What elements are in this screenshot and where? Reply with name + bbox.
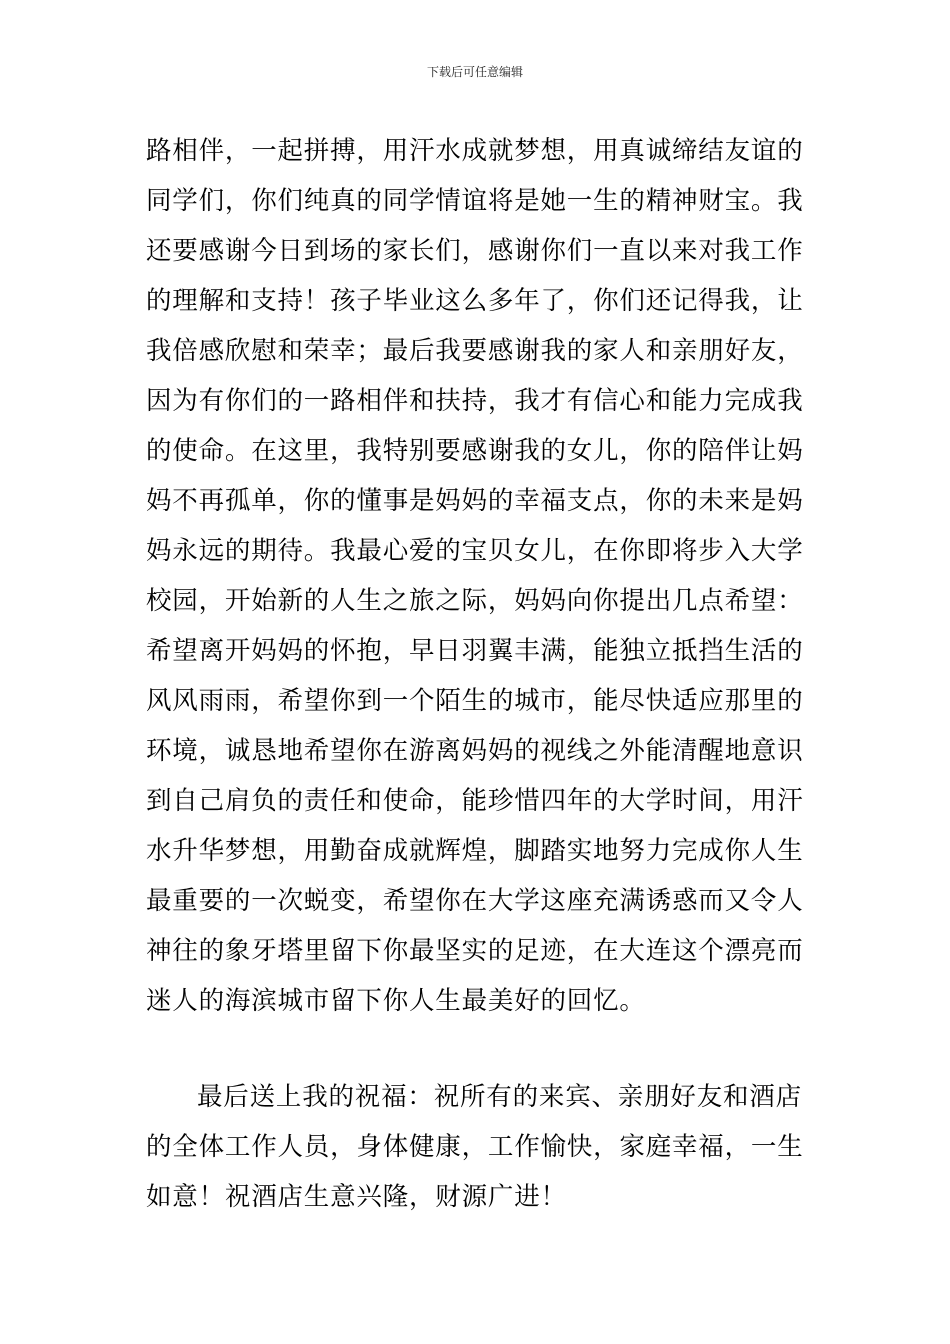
text-line: 到自己肩负的责任和使命，能珍惜四年的大学时间，用汗 [146, 786, 804, 816]
text-line: 水升华梦想，用勤奋成就辉煌，脚踏实地努力完成你人生 [146, 836, 804, 866]
paragraph-1 [146, 126, 806, 1026]
text-line: 环境，诚恳地希望你在游离妈妈的视线之外能清醒地意识 [146, 736, 804, 766]
text-line: 的全体工作人员，身体健康，工作愉快，家庭幸福，一生 [146, 1132, 804, 1162]
text-line: 最重要的一次蜕变，希望你在大学这座充满诱惑而又令人 [146, 886, 804, 916]
text-line: 迷人的海滨城市留下你人生最美好的回忆。 [146, 986, 646, 1016]
text-line: 路相伴，一起拼搏，用汗水成就梦想，用真诚缔结友谊的 [146, 136, 804, 166]
page-header: 下载后可任意编辑 [426, 65, 523, 79]
text-line: 同学们，你们纯真的同学情谊将是她一生的精神财宝。我 [146, 186, 804, 216]
text-line: 的使命。在这里，我特别要感谢我的女儿，你的陪伴让妈 [146, 436, 804, 466]
text-line: 希望离开妈妈的怀抱，早日羽翼丰满，能独立抵挡生活的 [146, 636, 804, 666]
paragraph-2 [146, 1072, 806, 1222]
text-line: 因为有你们的一路相伴和扶持，我才有信心和能力完成我 [146, 386, 804, 416]
text-line: 我倍感欣慰和荣幸；最后我要感谢我的家人和亲朋好友， [146, 336, 804, 366]
text-line: 最后送上我的祝福：祝所有的来宾、亲朋好友和酒店 [197, 1082, 802, 1112]
text-line: 的理解和支持！孩子毕业这么多年了，你们还记得我，让 [146, 286, 804, 316]
text-line: 如意！祝酒店生意兴隆，财源广进！ [146, 1182, 567, 1212]
text-line: 校园，开始新的人生之旅之际，妈妈向你提出几点希望： [146, 586, 804, 616]
text-line: 神往的象牙塔里留下你最坚实的足迹，在大连这个漂亮而 [146, 936, 804, 966]
text-line: 还要感谢今日到场的家长们，感谢你们一直以来对我工作 [146, 236, 804, 266]
text-line: 妈不再孤单，你的懂事是妈妈的幸福支点，你的未来是妈 [146, 486, 804, 516]
text-line: 妈永远的期待。我最心爱的宝贝女儿，在你即将步入大学 [146, 536, 804, 566]
text-line: 风风雨雨，希望你到一个陌生的城市，能尽快适应那里的 [146, 686, 804, 716]
